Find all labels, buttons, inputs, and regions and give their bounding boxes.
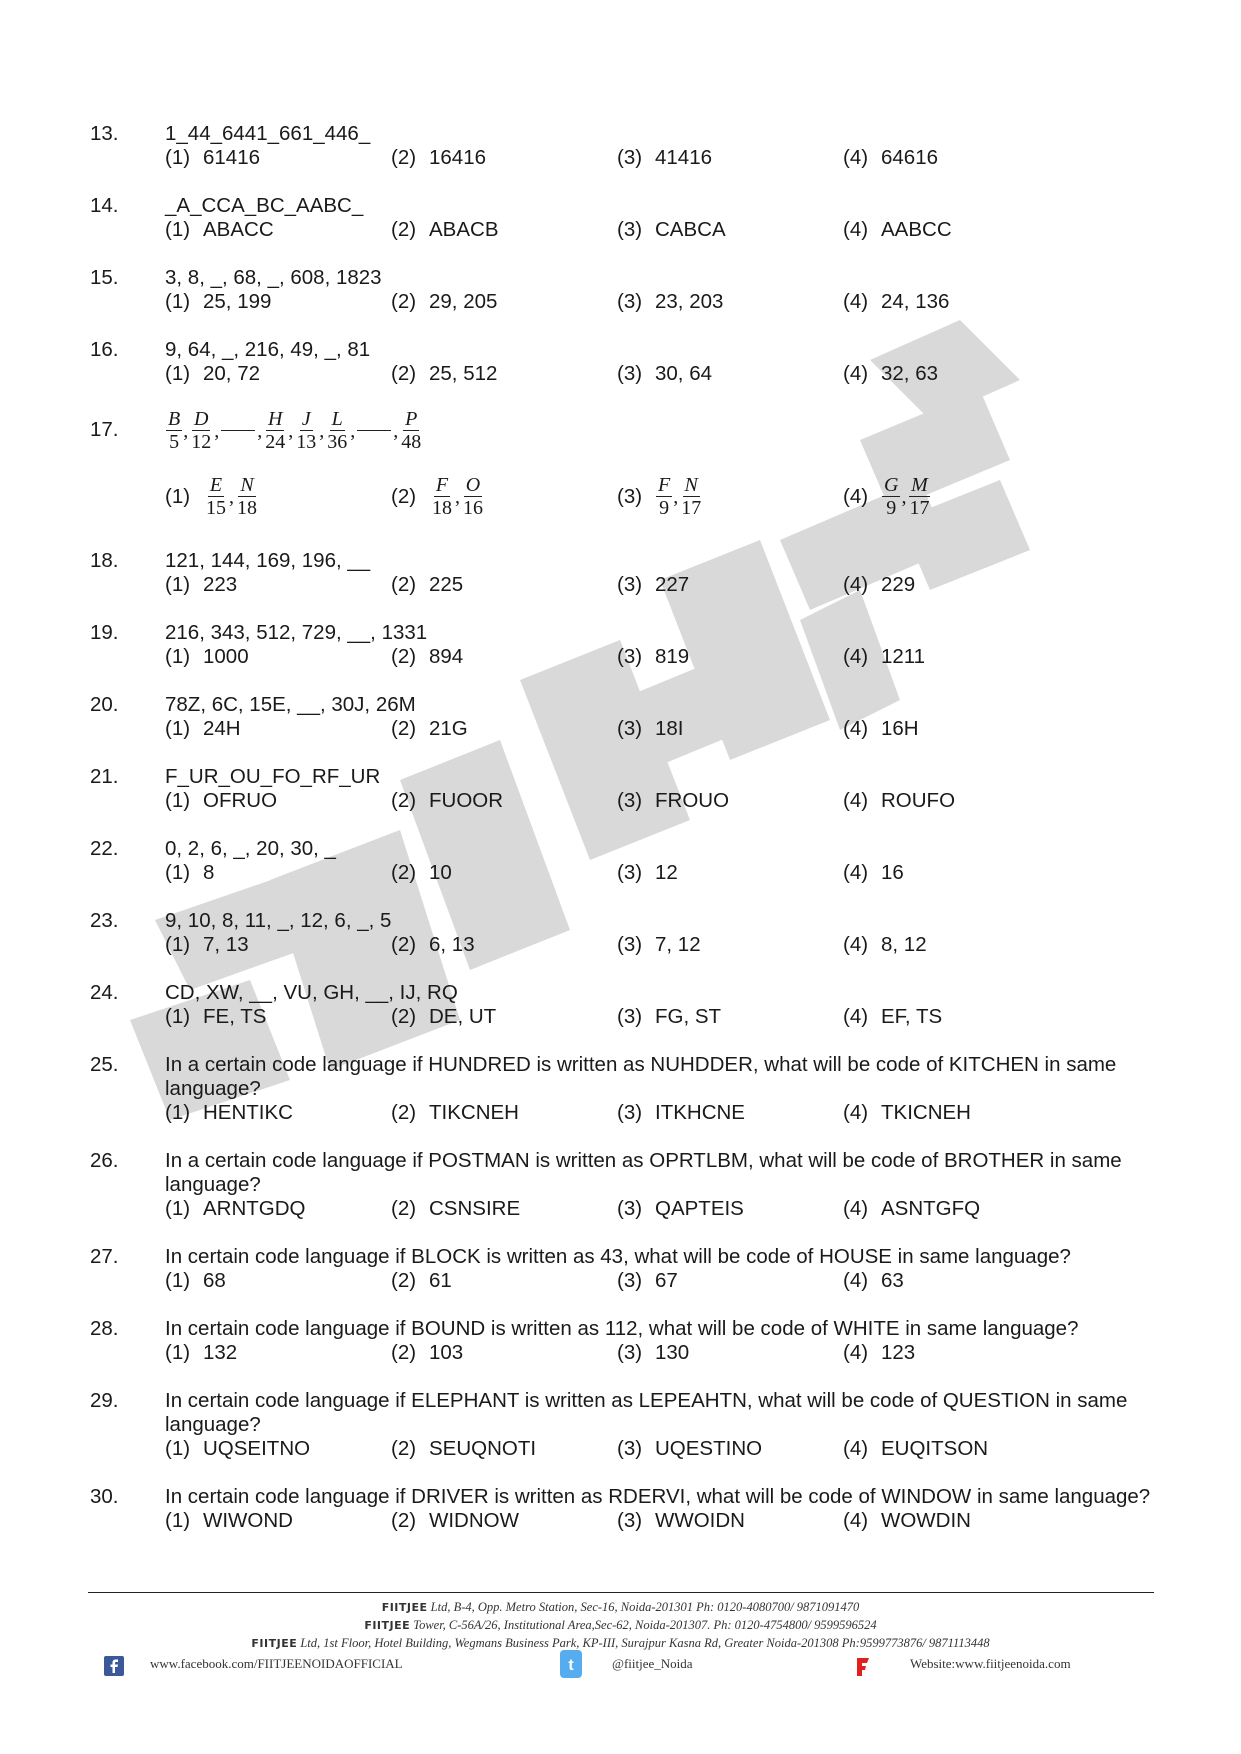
question-stem: In a certain code language if HUNDRED is written as NUHDDER, what will be code of KITCHEN in same language? [165,1053,1117,1100]
fraction: $\frac{J}{13}$ [296,408,317,453]
option-2[interactable]: (2) 225 [391,573,464,596]
option-1[interactable]: (1) 1000 [165,645,249,668]
footer-divider [88,1592,1154,1593]
option-1[interactable]: (1) $\frac{E}{15}$ , $\frac{N}{18}$ [165,474,257,519]
fraction: $\frac{O}{16}$ [463,474,483,519]
fraction: $\frac{N}{18}$ [237,474,257,519]
fraction: $\frac{P}{48}$ [401,408,422,453]
option-1[interactable]: (1) 223 [165,573,238,596]
fraction: $\frac{H}{24}$ [265,408,286,453]
question-stem: In a certain code language if POSTMAN is written as OPRTLBM, what will be code of BROTHER in same language? [165,1149,1122,1196]
option-3[interactable]: (3) 67 [617,1269,678,1292]
option-2[interactable]: (2) TIKCNEH [391,1101,519,1124]
option-4[interactable]: (4) 16 [843,861,904,884]
option-4[interactable]: (4) $\frac{G}{9}$ , $\frac{M}{17}$ [843,474,930,519]
question-number: 18. [90,549,119,572]
question-number: 24. [90,981,119,1004]
option-4[interactable]: (4) ROUFO [843,789,956,812]
option-2[interactable]: (2) CSNSIRE [391,1197,521,1220]
option-3[interactable]: (3) FG, ST [617,1005,722,1028]
facebook-icon [104,1656,124,1676]
question-number: 20. [90,693,119,716]
question-stem: CD, XW, __, VU, GH, __, IJ, RQ [165,981,458,1004]
option-3[interactable]: (3) 819 [617,645,690,668]
question-number: 30. [90,1485,119,1508]
option-1[interactable]: (1) OFRUO [165,789,278,812]
option-1[interactable]: (1) 24H [165,717,241,740]
option-2[interactable]: (2) ABACB [391,218,499,241]
option-2[interactable]: (2) WIDNOW [391,1509,519,1532]
option-1[interactable]: (1) 68 [165,1269,226,1292]
question-stem: 78Z, 6C, 15E, __, 30J, 26M [165,693,416,716]
question-number: 25. [90,1053,119,1076]
option-4[interactable]: (4) 32, 63 [843,362,938,385]
option-3[interactable]: (3) 12 [617,861,678,884]
option-2[interactable]: (2) 61 [391,1269,452,1292]
fraction: $\frac{M}{17}$ [909,474,930,519]
option-1[interactable]: (1) FE, TS [165,1005,267,1028]
option-1[interactable]: (1) 25, 199 [165,290,272,313]
option-4[interactable]: (4) 1211 [843,645,926,668]
question-stem: 0, 2, 6, _, 20, 30, _ [165,837,336,860]
option-4[interactable]: (4) ASNTGFQ [843,1197,981,1220]
option-1[interactable]: (1) 132 [165,1341,238,1364]
question-stem: F_UR_OU_FO_RF_UR [165,765,381,788]
option-3[interactable]: (3) QAPTEIS [617,1197,744,1220]
option-1[interactable]: (1) UQSEITNO [165,1437,311,1460]
question-stem: 9, 64, _, 216, 49, _, 81 [165,338,371,361]
question-stem: In certain code language if BLOCK is written as 43, what will be code of HOUSE in same language? [165,1245,1071,1268]
option-3[interactable]: (3) UQESTINO [617,1437,763,1460]
option-4[interactable]: (4) 229 [843,573,916,596]
option-3[interactable]: (3) 30, 64 [617,362,712,385]
question-stem: $\frac{B}{5}$ , $\frac{D}{12}$ , , $\frac{H}{24}$ , $\frac{J}{13}$ , $\frac{L}{36}$ , , $\frac{P}{48}$ [168,408,422,453]
option-4[interactable]: (4) EF, TS [843,1005,943,1028]
question-stem: 3, 8, _, 68, _, 608, 1823 [165,266,382,289]
option-2[interactable]: (2) 25, 512 [391,362,498,385]
website-link[interactable]: Website:www.fiitjeenoida.com [910,1656,1071,1671]
question-stem: _A_CCA_BC_AABC_ [165,194,364,217]
option-1[interactable]: (1) WIWOND [165,1509,293,1532]
option-3[interactable]: (3) 130 [617,1341,690,1364]
option-3[interactable]: (3) 7, 12 [617,933,701,956]
option-3[interactable]: (3) 23, 203 [617,290,724,313]
option-2[interactable]: (2) $\frac{F}{18}$ , $\frac{O}{16}$ [391,474,483,519]
question-number: 14. [90,194,119,217]
fiitjee-logo-icon [855,1656,871,1678]
fraction: $\frac{G}{9}$ [884,474,899,519]
question-number: 21. [90,765,119,788]
facebook-link[interactable]: www.facebook.com/FIITJEENOIDAOFFICIAL [150,1656,403,1671]
option-2[interactable]: (2) SEUQNOTI [391,1437,537,1460]
option-1[interactable]: (1) 8 [165,861,215,884]
option-2[interactable]: (2) 6, 13 [391,933,475,956]
option-1[interactable]: (1) HENTIKC [165,1101,293,1124]
footer-address-2: FIITJEE Tower, C-56A/26, Institutional Area,Sec-62, Noida-201307. Ph: 0120-4754800/ 9599596524 [364,1618,877,1632]
option-3[interactable]: (3) FROUO [617,789,730,812]
option-2[interactable]: (2) 103 [391,1341,464,1364]
option-1[interactable]: (1) ABACC [165,218,274,241]
question-number: 19. [90,621,119,644]
question-number: 15. [90,266,119,289]
option-1[interactable]: (1) 7, 13 [165,933,249,956]
option-4[interactable]: (4) TKICNEH [843,1101,971,1124]
question-stem: In certain code language if BOUND is written as 112, what will be code of WHITE in same language? [165,1317,1079,1340]
question-stem: In certain code language if DRIVER is written as RDERVI, what will be code of WINDOW in same language? [165,1485,1151,1508]
option-3[interactable]: (3) CABCA [617,218,726,241]
option-3[interactable]: (3) $\frac{F}{9}$ , $\frac{N}{17}$ [617,474,702,519]
question-stem: In certain code language if ELEPHANT is written as LEPEAHTN, what will be code of QUESTION in same language? [165,1389,1128,1436]
option-1[interactable]: (1) 20, 72 [165,362,260,385]
fraction: $\frac{F}{9}$ [658,474,671,519]
option-2[interactable]: (2) 21G [391,717,468,740]
fraction: $\frac{F}{18}$ [432,474,452,519]
fraction: $\frac{L}{36}$ [327,408,348,453]
option-2[interactable]: (2) 16416 [391,146,487,169]
option-2[interactable]: (2) 10 [391,861,452,884]
option-4[interactable]: (4) 63 [843,1269,904,1292]
option-3[interactable]: (3) 41416 [617,146,713,169]
option-4[interactable]: (4) EUQITSON [843,1437,989,1460]
option-4[interactable]: (4) 16H [843,717,919,740]
question-number: 27. [90,1245,119,1268]
option-1[interactable]: (1) ARNTGDQ [165,1197,306,1220]
question-stem: 121, 144, 169, 196, __ [165,549,371,572]
question-stem: 9, 10, 8, 11, _, 12, 6, _, 5 [165,909,392,932]
twitter-handle[interactable]: @fiitjee_Noida [612,1656,693,1671]
option-4[interactable]: (4) 123 [843,1341,916,1364]
fraction: $\frac{B}{5}$ [168,408,181,453]
option-2[interactable]: (2) 29, 205 [391,290,498,313]
question-number: 28. [90,1317,119,1340]
option-1[interactable]: (1) 61416 [165,146,261,169]
fraction: $\frac{E}{15}$ [206,474,226,519]
footer-address-1: FIITJEE Ltd, B-4, Opp. Metro Station, Sec-16, Noida-201301 Ph: 0120-4080700/ 9871091470 [381,1600,860,1614]
option-3[interactable]: (3) 18I [617,717,684,740]
footer-address-3: FIITJEE Ltd, 1st Floor, Hotel Building, Wegmans Business Park, KP-III, Surajpur Kasna Rd, Greater Noida-201308 Ph:9599773876/ 9871113448 [251,1636,990,1650]
option-4[interactable]: (4) WOWDIN [843,1509,971,1532]
option-4[interactable]: (4) AABCC [843,218,952,241]
option-3[interactable]: (3) ITKHCNE [617,1101,745,1124]
question-stem: 216, 343, 512, 729, __, 1331 [165,621,428,644]
fraction: $\frac{N}{17}$ [681,474,702,519]
question-number: 29. [90,1389,119,1412]
option-4[interactable]: (4) 64616 [843,146,939,169]
question-number: 13. [90,122,119,145]
question-stem: 1_44_6441_661_446_ [165,122,371,145]
question-number: 17. [90,418,119,441]
option-3[interactable]: (3) 227 [617,573,690,596]
option-2[interactable]: (2) 894 [391,645,464,668]
option-4[interactable]: (4) 8, 12 [843,933,927,956]
question-number: 22. [90,837,119,860]
twitter-icon [560,1650,582,1678]
fraction: $\frac{D}{12}$ [191,408,212,453]
question-number: 23. [90,909,119,932]
svg-text:t: t [568,1657,574,1674]
question-number: 16. [90,338,119,361]
question-number: 26. [90,1149,119,1172]
option-4[interactable]: (4) 24, 136 [843,290,950,313]
option-2[interactable]: (2) DE, UT [391,1005,497,1028]
option-3[interactable]: (3) WWOIDN [617,1509,745,1532]
option-2[interactable]: (2) FUOOR [391,789,504,812]
